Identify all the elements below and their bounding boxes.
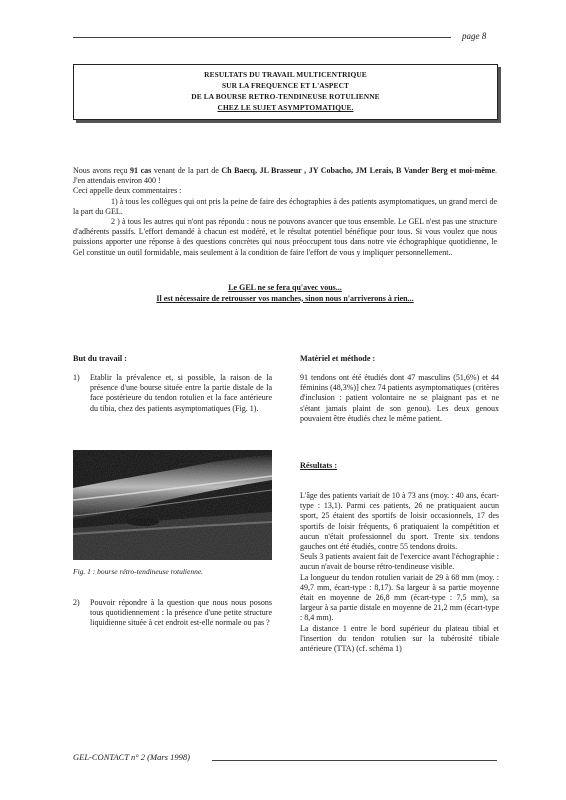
methods-paragraph: 91 tendons ont été étudiés dont 47 masculins (51,6%) et 44 féminins (48,3%)] chez 74 patients asymptomatiques (critères d'inclusion : patient volontaire ne se plaignant pas et ne s'étant jamais plaint de son genou). Les deux genoux pouvaient être étudiés chez le même patient. — [300, 373, 499, 423]
intro-text: . J'en attendais environ 400 ! — [73, 166, 498, 186]
results-paragraph-1: L'âge des patients variait de 10 à 73 ans (moy. : 40 ans, écart-type : 13,1). Parmi ces patients, 26 ne pratiquaient aucun sport, 25 étaient des sportifs de loisir occasionnels, 17 des sportifs de loisir fréquents, 6 pratiquaient la compétition et aucun n'était professionnel du sport. Trente six tendons gauches ont été étudiés, contre 55 tendons droits. — [300, 491, 499, 552]
results-paragraph-3: La longueur du tendon rotulien variait de 29 à 68 mm (moy. : 49,7 mm, écart-type : 8,17). Sa largeur à sa partie moyenne était en moyenne de 26,8 mm (écart-type : 7,5 mm), sa largeur à sa partie distale en moyenne de 21,2 mm (écart-type : 8,4 mm). — [300, 572, 499, 623]
intro-text: venant de la part de — [151, 166, 222, 175]
title-line-2: SUR LA FREQUENCE ET L'ASPECT — [221, 81, 350, 90]
page-number: page 8 — [462, 31, 487, 41]
callout — [73, 283, 497, 304]
results-heading: Résultats : — [300, 461, 338, 470]
results-paragraph-4: La distance 1 entre le bord supérieur du plateau tibial et l'insertion du tendon rotulien sur la tubérosité tibiale antérieure (TTA) (cf. schéma 1) — [300, 623, 499, 654]
ultrasound-image — [73, 450, 272, 560]
left-heading: But du travail : — [73, 354, 127, 363]
header-rule — [73, 37, 451, 38]
right-heading: Matériel et méthode : — [300, 354, 376, 363]
title-line-1: RESULTATS DU TRAVAIL MULTICENTRIQUE — [204, 70, 367, 79]
aim-item-1 — [73, 373, 272, 414]
intro-section — [73, 166, 497, 258]
intro-paragraph-4: 2 ) à tous les autres qui n'ont pas répondu : nous ne pouvons avancer que tous ensemble. Le GEL n'est pas une structure d'adhérents passifs. L'effort demandé à chacun est modéré, et le résultat potentiel bénéfique pour tous. Si vous voulez que nous puissions apporter une réponse à des questions concrètes qui nous préoccupent tous dans notre vie échographique quotidienne, le Gel constitue un outil formidable, mais seulement à la condition de faire l'effort de vous y impliquer personnellement.. — [73, 217, 497, 257]
item-text: Etablir la prévalence et, si possible, la raison de la présence d'une bourse située entre la partie distale de la face postérieure du tendon rotulien et la face antérieure du tibia, chez des patients asymptomatiques (Fig. 1). — [90, 373, 272, 413]
intro-paragraph-2: Ceci appelle deux commentaires : — [73, 186, 182, 196]
callout-line-1: Le GEL ne se fera qu'avec vous... — [228, 283, 342, 292]
title-line-4: CHEZ LE SUJET ASYMPTOMATIQUE. — [217, 103, 354, 112]
intro-paragraph-3: 1) à tous les collègues qui ont pris la peine de faire des échographies à des patients asymptomatiques, un grand merci de la part du GEL. — [73, 196, 497, 216]
callout-line-2: Il est nécessaire de retrousser vos manches, sinon nous n'arriverons à rien... — [156, 293, 414, 303]
results-paragraph-2: Seuls 3 patients avaient fait de l'exercice avant l'échographie : aucun n'avait de bourse rétro-tendineuse visible. — [300, 552, 499, 572]
item-number: 2) — [73, 598, 80, 607]
results-section — [300, 491, 499, 654]
title-box — [73, 64, 498, 120]
footer-label: GEL-CONTACT n° 2 (Mars 1998) — [73, 752, 190, 762]
intro-text: Nous avons reçu — [73, 166, 131, 175]
aim-item-2 — [73, 598, 272, 629]
item-text: Pouvoir répondre à la question que nous nous posons tous quotidiennement : la présence d'une petite structure liquidienne située à cet endroit est-elle normale ou pas ? — [90, 598, 272, 628]
figure-caption: Fig. 1 : bourse rétro-tendineuse rotulienne. — [73, 567, 204, 576]
intro-paragraph-1 — [73, 166, 497, 186]
title-line-3: DE LA BOURSE RETRO-TENDINEUSE ROTULIENNE — [191, 92, 380, 101]
footer-rule — [212, 760, 497, 761]
ultrasound-figure — [73, 450, 272, 560]
item-number: 1) — [73, 373, 80, 382]
case-count: 91 cas — [130, 166, 152, 175]
contributor-names: Ch Baecq, JL Brasseur , JY Cobacho, JM Lerais, B Vander Berg et moi-même — [221, 166, 496, 175]
